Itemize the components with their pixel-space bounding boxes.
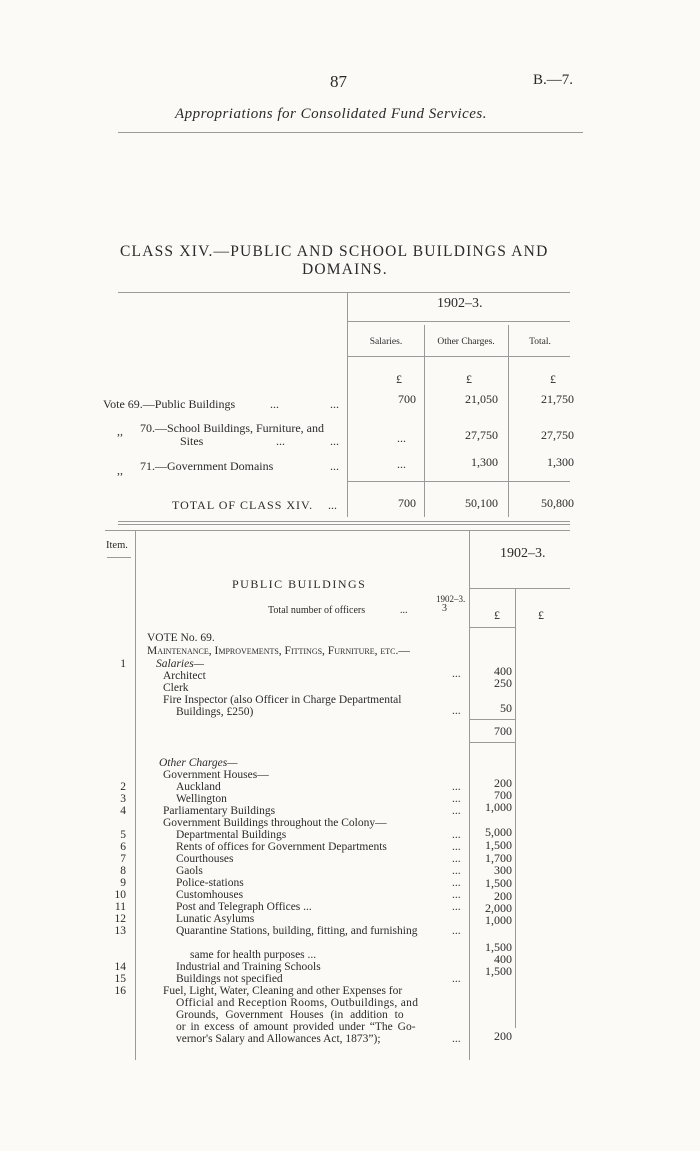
other-charges-heading: Other Charges— bbox=[159, 757, 238, 769]
item-number: 1 bbox=[120, 658, 126, 670]
currency-symbol: £ bbox=[538, 608, 544, 622]
col-other-charges: Other Charges. bbox=[437, 337, 495, 347]
item-number: 13 bbox=[114, 925, 126, 937]
item-value: 400 bbox=[494, 952, 512, 966]
item-value: 200 bbox=[494, 776, 512, 790]
currency-symbol: £ bbox=[494, 608, 500, 622]
item-number: 3 bbox=[120, 793, 126, 805]
salary-clerk-value: 250 bbox=[494, 676, 512, 690]
officers-count: 3 bbox=[442, 603, 447, 614]
summary-other-value: 21,050 bbox=[465, 392, 498, 406]
item-number: 14 bbox=[114, 961, 126, 973]
item-label: Post and Telegraph Offices ... bbox=[176, 901, 312, 913]
item-number: 16 bbox=[114, 985, 126, 997]
summary-salaries-value: ... bbox=[397, 431, 406, 445]
dot-leader: ... bbox=[452, 829, 461, 841]
item-value: 5,000 bbox=[485, 825, 512, 839]
gov-houses-heading: Government Houses— bbox=[163, 769, 269, 781]
fuel-value: 200 bbox=[494, 1029, 512, 1043]
summary-total-label: TOTAL OF CLASS XIV. bbox=[172, 498, 314, 512]
item-number: 11 bbox=[114, 901, 126, 913]
gov-colony-heading: Government Buildings throughout the Colony— bbox=[163, 817, 387, 829]
summary-row-label: 70.—School Buildings, Furniture, and bbox=[140, 421, 324, 435]
item-number: 8 bbox=[120, 865, 126, 877]
dot-leader: ... bbox=[452, 781, 461, 793]
item-value: 300 bbox=[494, 863, 512, 877]
item-label: Auckland bbox=[176, 781, 221, 793]
summary-divider bbox=[347, 292, 348, 517]
item-value: 1,500 bbox=[485, 838, 512, 852]
item-number: 6 bbox=[120, 841, 126, 853]
item-label: Rents of offices for Government Departments bbox=[176, 841, 387, 853]
item-number: 12 bbox=[114, 913, 126, 925]
item-label: Buildings not specified bbox=[176, 973, 283, 985]
class-title-line1: CLASS XIV.—PUBLIC AND SCHOOL BUILDINGS AND bbox=[120, 243, 549, 260]
salary-fire-inspector: Fire Inspector (also Officer in Charge Departmental bbox=[163, 694, 402, 706]
item-value: 1,500 bbox=[485, 940, 512, 954]
summary-total-value: 21,750 bbox=[541, 392, 574, 406]
col-salaries: Salaries. bbox=[369, 337, 403, 347]
currency-symbol: £ bbox=[396, 372, 402, 386]
salaries-heading: Salaries— bbox=[156, 658, 204, 670]
dot-leader: ... bbox=[452, 901, 461, 913]
item-value: 700 bbox=[494, 788, 512, 802]
fuel-line: Grounds, Government Houses (in addition to bbox=[176, 1009, 404, 1021]
salary-clerk: Clerk bbox=[163, 682, 189, 694]
item-label: Customhouses bbox=[176, 889, 244, 901]
salary-fire-value: 50 bbox=[500, 701, 512, 715]
quarantine-continuation: same for health purposes ... bbox=[190, 949, 317, 961]
officers-year: 1902–3. bbox=[436, 594, 466, 604]
item-number: 7 bbox=[120, 853, 126, 865]
fuel-line: Official and Reception Rooms, Outbuildings, and bbox=[176, 997, 419, 1009]
item-label: Police-stations bbox=[176, 877, 244, 889]
summary-other-value: 27,750 bbox=[465, 428, 498, 442]
page-number: 87 bbox=[330, 72, 347, 91]
salaries-subtotal: 700 bbox=[494, 724, 512, 738]
item-number: 4 bbox=[120, 805, 126, 817]
item-label: Courthouses bbox=[176, 853, 234, 865]
currency-symbol: £ bbox=[466, 372, 472, 386]
item-label: Parliamentary Buildings bbox=[163, 805, 276, 817]
item-value: 200 bbox=[494, 889, 512, 903]
detail-year: 1902–3. bbox=[500, 546, 546, 561]
salary-architect-value: 400 bbox=[494, 664, 512, 678]
salary-architect: Architect bbox=[163, 670, 206, 682]
dot-leader: ... bbox=[452, 805, 461, 817]
summary-salaries-value: ... bbox=[397, 457, 406, 471]
item-number: 15 bbox=[114, 973, 126, 985]
dot-leader: ... bbox=[452, 877, 461, 889]
item-label: Lunatic Asylums bbox=[176, 913, 255, 925]
section-title: PUBLIC BUILDINGS bbox=[232, 577, 367, 591]
dot-leader: ... bbox=[452, 853, 461, 865]
dot-leader: ... bbox=[452, 925, 461, 937]
item-number: 10 bbox=[114, 889, 126, 901]
item-value: 1,500 bbox=[485, 964, 512, 978]
item-column-header: Item. bbox=[106, 540, 128, 551]
page-subtitle: Appropriations for Consolidated Fund Services. bbox=[175, 106, 488, 122]
item-number: 5 bbox=[120, 829, 126, 841]
dot-leader: ... bbox=[452, 889, 461, 901]
item-value: 1,000 bbox=[485, 913, 512, 927]
summary-total-value: 27,750 bbox=[541, 428, 574, 442]
item-value: 1,500 bbox=[485, 876, 512, 890]
item-label: Gaols bbox=[176, 865, 203, 877]
summary-year-rule bbox=[347, 321, 570, 322]
item-number: 2 bbox=[120, 781, 126, 793]
col-total: Total. bbox=[529, 337, 551, 347]
dot-leader: ... bbox=[452, 841, 461, 853]
fuel-line: vernor's Salary and Allowances Act, 1873”); bbox=[176, 1033, 381, 1045]
officers-label: Total number of officers bbox=[268, 605, 366, 616]
item-column-rule bbox=[135, 530, 136, 1060]
summary-top-rule bbox=[118, 292, 570, 293]
vote-heading: VOTE No. 69. bbox=[147, 632, 215, 644]
summary-total-salaries: 700 bbox=[398, 496, 416, 510]
item-label: Quarantine Stations, building, fitting, and furnishing bbox=[176, 925, 418, 937]
vote-subheading: Maintenance, Improvements, Fittings, Furniture, etc.— bbox=[147, 645, 410, 657]
item-value: 1,700 bbox=[485, 851, 512, 865]
item-label: Industrial and Training Schools bbox=[176, 961, 321, 973]
item-value: 1,000 bbox=[485, 800, 512, 814]
item-label: Departmental Buildings bbox=[176, 829, 287, 841]
summary-row-label: 71.—Government Domains bbox=[140, 459, 274, 473]
item-label: Wellington bbox=[176, 793, 227, 805]
dot-leader: ... bbox=[452, 865, 461, 877]
item-value: 2,000 bbox=[485, 901, 512, 915]
fuel-line: or in excess of amount provided under “The Go- bbox=[176, 1021, 416, 1033]
header-rule bbox=[118, 132, 583, 133]
item-number: 9 bbox=[120, 877, 126, 889]
summary-total-value: 1,300 bbox=[547, 455, 574, 469]
summary-total-total: 50,800 bbox=[541, 496, 574, 510]
dot-leader: ... bbox=[452, 793, 461, 805]
currency-symbol: £ bbox=[550, 372, 556, 386]
class-title-line2: DOMAINS. bbox=[302, 261, 388, 278]
summary-other-value: 1,300 bbox=[471, 455, 498, 469]
summary-total-other: 50,100 bbox=[465, 496, 498, 510]
document-reference: B.—7. bbox=[533, 72, 574, 88]
summary-row-label: Vote 69.—Public Buildings bbox=[103, 397, 236, 411]
fuel-line: Fuel, Light, Water, Cleaning and other Expenses for bbox=[163, 985, 403, 997]
summary-year: 1902–3. bbox=[437, 296, 483, 311]
dot-leader: ... bbox=[452, 973, 461, 985]
summary-salaries-value: 700 bbox=[398, 392, 416, 406]
